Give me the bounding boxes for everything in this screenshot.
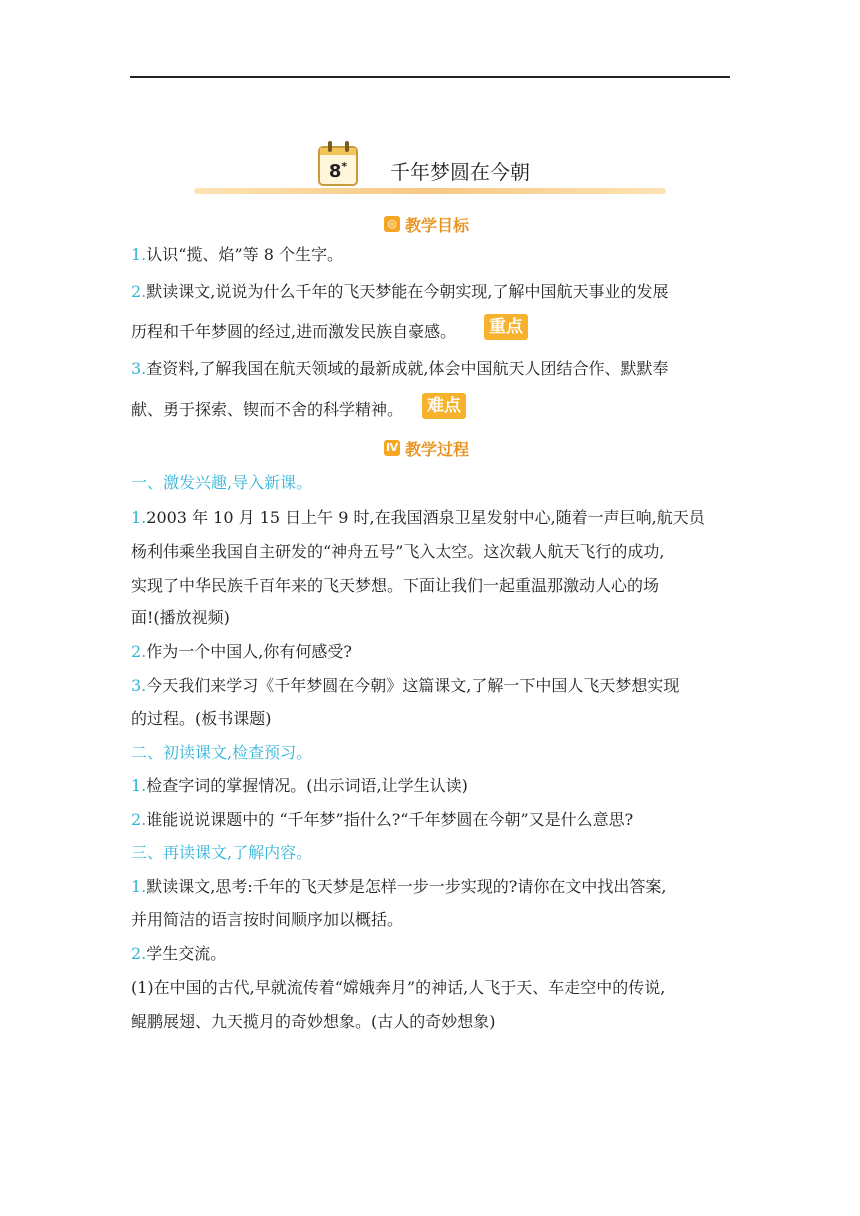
objective-3-line-2: 献、勇于探索、锲而不舍的科学精神。	[131, 400, 404, 419]
step-3-item-2: 2.学生交流。	[131, 944, 227, 963]
step-3-item-1-line-2: 并用简洁的语言按时间顺序加以概括。	[131, 910, 404, 929]
step-1-item-1-line-1: 1.2003 年 10 月 15 日上午 9 时,在我国酒泉卫星发射中心,随着一声巨响,航天员	[131, 508, 705, 527]
step-1-title: 一、激发兴趣,导入新课。	[131, 473, 313, 492]
objectives-heading: ◎ 教学目标	[384, 213, 469, 235]
step-3-item-1-line-1: 1.默读课文,思考:千年的飞天梦是怎样一步一步实现的?请你在文中找出答案,	[131, 877, 667, 896]
process-heading: Ⅳ 教学过程	[385, 439, 470, 459]
step-2-item-2: 2.谁能说说课题中的 “千年梦”指什么?“千年梦圆在今朝”又是什么意思?	[131, 810, 634, 829]
step-1-item-1-line-2: 杨利伟乘坐我国自主研发的“神舟五号”飞入太空。这次载人航天飞行的成功,	[131, 542, 665, 561]
calendar-icon	[318, 146, 358, 186]
lesson-number: 8*	[328, 160, 348, 182]
objective-3-line-1: 3.查资料,了解我国在航天领域的最新成就,体会中国航天人团结合作、默默奉	[131, 359, 669, 378]
objective-2-line-2: 历程和千年梦圆的经过,进而激发民族自豪感。	[131, 322, 457, 341]
objective-2-line-1: 2.默读课文,说说为什么千年的飞天梦能在今朝实现,了解中国航天事业的发展	[131, 282, 669, 301]
lesson-header	[190, 140, 666, 198]
lesson-title: 千年梦圆在今朝	[390, 160, 530, 184]
step-3-sub-1-line-1: (1)在中国的古代,早就流传着“嫦娥奔月”的神话,人飞于天、车走空中的传说,	[131, 978, 666, 997]
target-icon: ◎	[384, 216, 400, 232]
step-2-title: 二、初读课文,检查预习。	[131, 743, 313, 762]
step-3-sub-1-line-2: 鲲鹏展翅、九天揽月的奇妙想象。(古人的奇妙想象)	[131, 1012, 496, 1031]
step-1-item-2: 2.作为一个中国人,你有何感受?	[131, 642, 352, 661]
step-1-item-1-line-3: 实现了中华民族千百年来的飞天梦想。下面让我们一起重温那激动人心的场	[131, 576, 660, 595]
top-rule	[130, 76, 730, 78]
step-3-title: 三、再读课文,了解内容。	[131, 843, 313, 862]
header-underline	[194, 188, 666, 194]
difficulty-tag: 难点	[422, 393, 466, 419]
process-icon: Ⅳ	[385, 441, 399, 454]
step-1-item-1-line-4: 面!(播放视频)	[131, 608, 230, 627]
step-1-item-3-line-1: 3.今天我们来学习《千年梦圆在今朝》这篇课文,了解一下中国人飞天梦想实现	[131, 676, 680, 695]
step-2-item-1: 1.检查字词的掌握情况。(出示词语,让学生认读)	[131, 776, 468, 795]
step-1-item-3-line-2: 的过程。(板书课题)	[131, 709, 272, 728]
key-point-tag: 重点	[484, 314, 528, 340]
objective-1: 1.认识“揽、焰”等 8 个生字。	[131, 245, 343, 264]
